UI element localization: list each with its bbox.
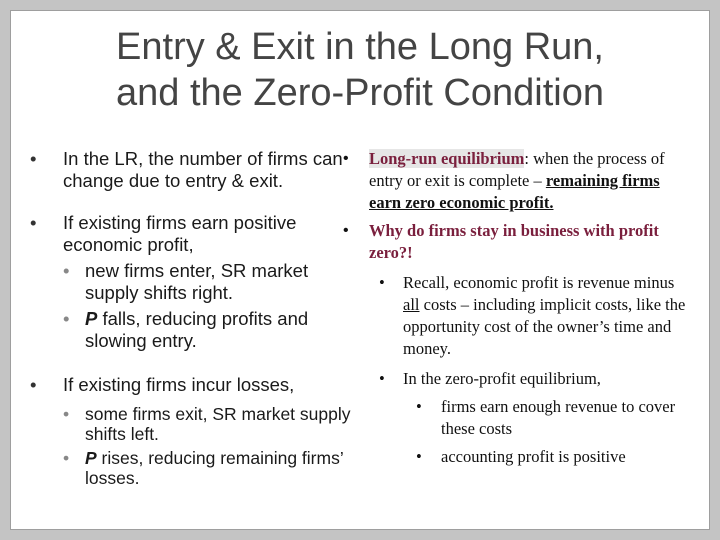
- sub-bullet-text-cont: costs – including implicit costs, like the opportunity cost of the owner’s time and money.: [403, 295, 686, 358]
- slide-title: [0, 24, 720, 116]
- sub-bullet-zero-profit-eq: [343, 368, 693, 390]
- price-symbol: P: [85, 308, 98, 329]
- left-column: [30, 148, 360, 488]
- bullet-dot: •: [30, 212, 37, 233]
- bullet-dot: •: [30, 148, 37, 169]
- sub-bullet-text: rises, reducing remaining firms’ losses.: [85, 448, 344, 488]
- bullet-lr-firms: [30, 148, 360, 192]
- sub-sub-bullet-dot: •: [416, 447, 422, 466]
- sub-bullet-dot: •: [63, 448, 70, 468]
- price-symbol: P: [85, 448, 97, 468]
- bullet-positive-profit: [30, 212, 360, 352]
- zero-profit-statement: remaining firms earn zero economic profit.: [369, 171, 660, 212]
- sub-sub-bullet-dot: •: [416, 397, 422, 416]
- sub-bullet-new-firms: [63, 260, 360, 304]
- sub-sub-bullet-revenue: [343, 396, 693, 440]
- sub-bullet-text: In the zero-profit equilibrium,: [403, 369, 601, 388]
- sub-bullet-dot: •: [63, 308, 70, 329]
- bullet-losses: [30, 374, 360, 488]
- sub-bullet-dot: •: [379, 369, 385, 388]
- sub-bullet-recall: [343, 272, 693, 360]
- bullet-dot: •: [343, 150, 349, 167]
- sub-bullet-firms-exit: [63, 404, 360, 444]
- sub-bullet-dot: •: [63, 404, 70, 424]
- sub-bullet-dot: •: [63, 260, 70, 281]
- sub-bullet-dot: •: [379, 273, 385, 292]
- term-long-run-equilibrium: Long-run equilibrium: [369, 149, 525, 168]
- sub-sub-bullet-text: accounting profit is positive: [441, 447, 626, 466]
- bullet-why-stay: [343, 220, 693, 264]
- bullet-lr-equilibrium: [343, 148, 693, 214]
- sub-bullet-text: Recall, economic profit is revenue minus: [403, 273, 675, 292]
- right-column: [343, 148, 693, 468]
- bullet-text: If existing firms earn positive economic profit,: [63, 212, 297, 255]
- sub-sub-bullet-accounting: [343, 446, 693, 468]
- sub-bullet-p-falls: [63, 308, 360, 352]
- bullet-text: : when the process of entry or exit is complete –: [369, 149, 665, 190]
- sub-bullet-text: new firms enter, SR market supply shifts right.: [85, 260, 309, 303]
- sub-bullet-p-rises: [63, 448, 360, 488]
- bullet-dot: •: [30, 374, 37, 395]
- title-line-2: and the Zero-Profit Condition: [116, 72, 604, 114]
- sub-bullet-text: falls, reducing profits and slowing entry.: [85, 308, 309, 351]
- bullet-text: If existing firms incur losses,: [63, 374, 295, 395]
- bullet-text: In the LR, the number of firms can change due to entry & exit.: [63, 148, 343, 191]
- title-line-1: Entry & Exit in the Long Run,: [116, 26, 604, 68]
- underlined-all: all: [403, 295, 420, 314]
- question-text: Why do firms stay in business with profit zero?!: [369, 221, 659, 262]
- bullet-dot: •: [343, 222, 349, 239]
- sub-sub-bullet-text: firms earn enough revenue to cover these costs: [441, 397, 676, 438]
- sub-bullet-text: some firms exit, SR market supply shifts left.: [85, 404, 351, 444]
